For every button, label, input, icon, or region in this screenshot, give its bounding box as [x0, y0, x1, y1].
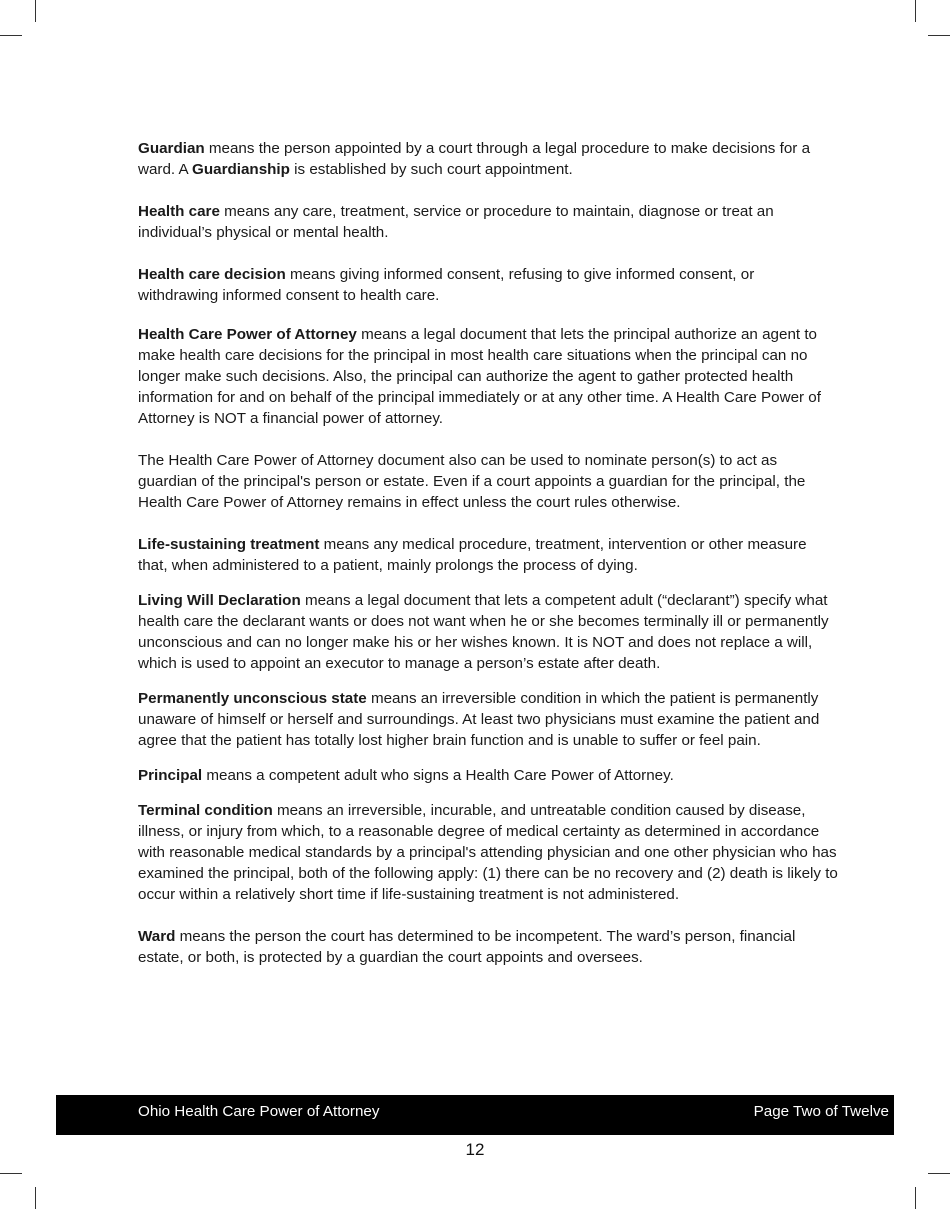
- definition-text: means any care, treatment, service or procedure to maintain, diagnose or treat an individual’s physical or mental health.: [138, 203, 774, 241]
- definition-text: is established by such court appointment.: [289, 161, 573, 178]
- definition-paragraph: [138, 926, 838, 968]
- definition-paragraph: [138, 688, 838, 751]
- crop-mark: [928, 1173, 950, 1174]
- crop-mark: [928, 35, 950, 36]
- defined-term: Life-sustaining treatment: [138, 536, 320, 553]
- defined-term: Guardianship: [192, 161, 290, 178]
- definition-paragraph: [138, 590, 838, 674]
- definition-text: means a legal document that lets the principal authorize an agent to make health care decisions for the principal in most health care situations when the principal can no longer make such decisions. Also, the principal can authorize the agent to gather protected health information for and on behalf of the principal immediately or at any other time. A Health Care Power of Attorney is NOT a financial power of attorney.: [138, 326, 821, 427]
- crop-mark: [0, 1173, 22, 1174]
- definition-paragraph: [138, 450, 838, 513]
- definition-text: The Health Care Power of Attorney document also can be used to nominate person(s) to act as guardian of the principal's person or estate. Even if a court appoints a guardian for the principal, the Health Care Power of Attorney remains in effect unless the court rules otherwise.: [138, 452, 806, 511]
- footer-bar: [56, 1095, 894, 1135]
- definitions-list: [138, 138, 838, 968]
- page-number: 12: [465, 1140, 485, 1159]
- defined-term: Ward: [138, 928, 176, 945]
- definition-text: means a competent adult who signs a Health Care Power of Attorney.: [202, 767, 674, 784]
- definition-text: means giving informed consent, refusing to give informed consent, or withdrawing informed consent to health care.: [138, 266, 755, 304]
- definition-paragraph: [138, 201, 838, 243]
- crop-mark: [915, 1187, 916, 1209]
- definition-text: means a legal document that lets a competent adult (“declarant”) specify what health care the declarant wants or does not want when he or she becomes terminally ill or permanently unconscious and can no longer make his or her wishes known. It is NOT and does not replace a will, which is used to appoint an executor to manage a person’s estate after death.: [138, 592, 829, 672]
- definition-paragraph: [138, 765, 838, 786]
- definition-paragraph: [138, 324, 838, 429]
- defined-term: Living Will Declaration: [138, 592, 301, 609]
- definition-text: means any medical procedure, treatment, intervention or other measure that, when administered to a patient, mainly prolongs the process of dying.: [138, 536, 807, 574]
- defined-term: Terminal condition: [138, 802, 273, 819]
- footer-page-label: Page Two of Twelve: [753, 1103, 889, 1120]
- defined-term: Health Care Power of Attorney: [138, 326, 357, 343]
- definition-paragraph: [138, 138, 838, 180]
- defined-term: Health care decision: [138, 266, 286, 283]
- definition-text: means the person the court has determined to be incompetent. The ward’s person, financial estate, or both, is protected by a guardian the court appoints and oversees.: [138, 928, 796, 966]
- defined-term: Guardian: [138, 140, 205, 157]
- crop-mark: [0, 35, 22, 36]
- crop-mark: [35, 0, 36, 22]
- definition-text: means the person appointed by a court through a legal procedure to make decisions for a ward. A: [138, 140, 811, 178]
- definition-paragraph: [138, 800, 838, 905]
- defined-term: Principal: [138, 767, 203, 784]
- definition-text: means an irreversible, incurable, and untreatable condition caused by disease, illness, or injury from which, to a reasonable degree of medical certainty as determined in accordance with reasonable medical standards by a principal's attending physician and one other physician who has examined the principal, both of the following apply: (1) there can be no recovery and (2) death is likely to occur within a relatively short time if life-sustaining treatment is not administered.: [138, 802, 838, 903]
- defined-term: Health care: [138, 203, 220, 220]
- crop-mark: [915, 0, 916, 22]
- defined-term: Permanently unconscious state: [138, 690, 367, 707]
- footer-document-title: Ohio Health Care Power of Attorney: [138, 1103, 380, 1120]
- definition-paragraph: [138, 264, 838, 306]
- crop-mark: [35, 1187, 36, 1209]
- definition-text: means an irreversible condition in which the patient is permanently unaware of himself or herself and surroundings. At least two physicians must examine the patient and agree that the patient has totally lost higher brain function and is unable to suffer or feel pain.: [138, 690, 820, 749]
- definition-paragraph: [138, 534, 838, 576]
